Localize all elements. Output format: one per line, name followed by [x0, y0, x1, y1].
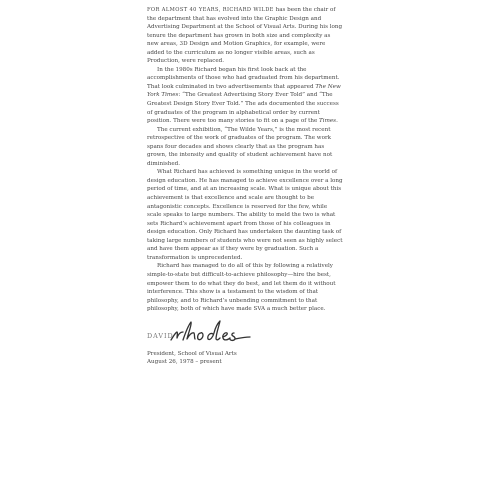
- paragraph-5: Richard has managed to do all of this by following a relatively simple-to-state but difficult-to-achieve philosophy—hire the best, empower them to do what they do best, and let them do it without interference. This show is a testament to the wisdom of that philosophy, and to Richard’s unbending commitment to that philosophy, both of which have made SVA a much better place.: [147, 263, 336, 313]
- signoff-title: President, School of Visual Arts: [147, 351, 237, 357]
- paragraph-2: [147, 66, 343, 126]
- paragraph-3: The current exhibition, “The Wilde Years,” is the most recent retrospective of the work of graduates of the program. The work spans four decades and shows clearly that as the program has grown, the intensity and quality of student achievement have not diminished.: [147, 126, 333, 167]
- paragraph-4: What Richard has achieved is something unique in the world of design education. He has managed to achieve excellence over a long period of time, and at an increasing scale. What is unique about this achievement is that excellence and scale are thought to be antagonistic concepts. Excellence is reserved for the few, while scale speaks to large numbers. The ability to meld the two is what sets Richard’s achievement apart from those of his colleagues in design education. Only Richard has undertaken the daunting task of taking large numbers of students who were not seen as highly select and have them appear as if they were by graduation. Such a transformation is unprecedented.: [147, 169, 343, 261]
- signature-first-name: DAVID: [147, 332, 174, 340]
- article-body: [147, 6, 343, 314]
- signature-script-image: [168, 320, 288, 346]
- signoff: [147, 350, 343, 367]
- lead-smallcaps: FOR ALMOST 40 YEARS, RICHARD WILDE: [147, 7, 274, 13]
- nyt-title: The New York Times: [147, 83, 341, 99]
- paragraph-2-text-b: : “The Greatest Advertising Story Ever Told” and “The Greatest Design Story Ever Told.” The ads documented the success of graduates of the program in alphabetical order by current position. There were too many stories to fit on a page of the: [147, 92, 339, 125]
- paragraph-2-text-c: .: [336, 118, 338, 125]
- paragraph-1: [147, 6, 343, 66]
- paragraph-2-text-a: In the 1980s Richard began his first look back at the accomplishments of those who had graduated from his department. That look culminated in two advertisements that appeared: [147, 66, 340, 90]
- signature: [147, 320, 287, 346]
- signoff-dates: August 26, 1978 – present: [147, 359, 222, 366]
- paragraph-1-text: has been the chair of the department that has evolved into the Graphic Design and Advertising Department at the School of Visual Arts. During his long tenure the department has grown in both size and complexity as new areas, 3D Design and Motion Graphics, for example, were added to the curriculum as no longer visible areas, such as Production, were replaced.: [147, 7, 343, 65]
- times-title: Times: [319, 118, 337, 125]
